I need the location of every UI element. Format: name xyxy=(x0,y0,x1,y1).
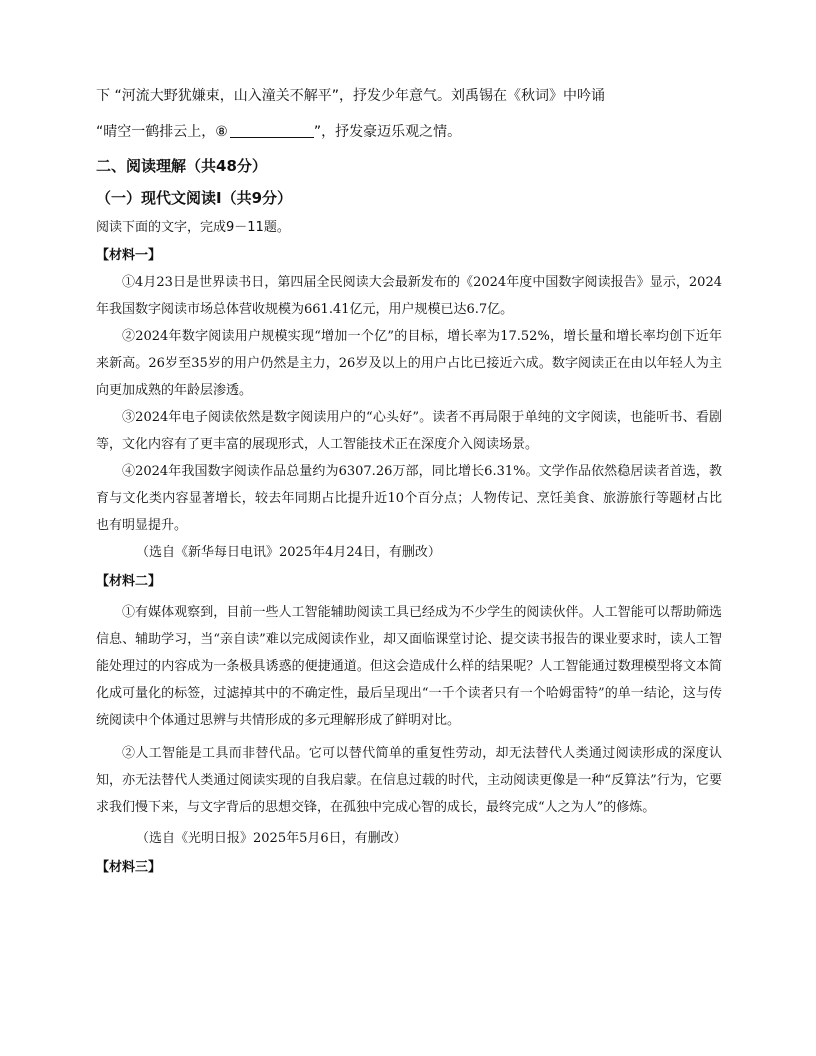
material-2-source: （选自《光明日报》2025年5月6日，有删改） xyxy=(136,831,407,846)
material-1-label: 【材料一】 xyxy=(96,248,162,263)
subsection-title: （一）现代文阅读Ⅰ（共9分） xyxy=(96,189,293,207)
material-2-paragraph-2: ②人工智能是工具而非替代品。它可以替代简单的重复性劳动，却无法替代人类通过阅读形成的深度认知，亦无法替代人类通过阅读实现的自我启蒙。在信息过载的时代，主动阅读更像是一种“反算法”行为，它要求我们慢下来，与文字背后的思想交锋，在孤独中完成心智的成长，最终完成“人之为人”的修炼。 xyxy=(96,746,722,815)
instruction: 阅读下面的文字，完成9－11题。 xyxy=(96,220,290,235)
material-2-label: 【材料二】 xyxy=(96,574,162,589)
material-1-paragraph-3: ③2024年电子阅读依然是数字阅读用户的“心头好”。读者不再局限于单纯的文字阅读，也能听书、看剧等，文化内容有了更丰富的展现形式，人工智能技术正在深度介入阅读场景。 xyxy=(96,410,722,452)
material-1-paragraph-1: ①4月23日是世界读书日，第四届全民阅读大会最新发布的《2024年度中国数字阅读报告》显示，2024年我国数字阅读市场总体营收规模为661.41亿元，用户规模已达6.7亿。 xyxy=(96,275,722,317)
material-2-paragraph-1: ①有媒体观察到，目前一些人工智能辅助阅读工具已经成为不少学生的阅读伙伴。人工智能可以帮助筛选信息、辅助学习，当“亲自读”难以完成阅读作业，却又面临课堂讨论、提交读书报告的课业要求时，读人工智能处理过的内容成为一条极具诱惑的便捷通道。但这会造成什么样的结果呢？人工智能通过数理模型将文本简化成可量化的标签，过滤掉其中的不确定性，最后呈现出“一千个读者只有一个哈姆雷特”的单一结论，这与传统阅读中个体通过思辨与共情形成的多元理解形成了鲜明对比。 xyxy=(96,605,722,728)
verse-line-2-start: “晴空一鹤排云上，⑧ xyxy=(96,124,228,140)
material-1-source: （选自《新华每日电讯》2025年4月24日，有删改） xyxy=(136,545,441,560)
verse-line-2 xyxy=(96,122,722,142)
verse-line-2-end: ”，抒发豪迈乐观之情。 xyxy=(313,124,462,140)
material-3-label: 【材料三】 xyxy=(96,860,162,875)
material-1-paragraph-4: ④2024年我国数字阅读作品总量约为6307.26万部，同比增长6.31%。文学作品依然稳居读者首选，教育与文化类内容显著增长，较去年同期占比提升近10个百分点；人物传记、烹饪美食、旅游旅行等题材占比也有明显提升。 xyxy=(96,464,722,533)
section-title: 二、阅读理解（共48分） xyxy=(96,157,267,175)
material-1-paragraph-2: ②2024年数字阅读用户规模实现“增加一个亿”的目标，增长率为17.52%，增长量和增长率均创下近年来新高。26岁至35岁的用户仍然是主力，26岁及以上的用户占比已接近六成。数字阅读正在由以年轻人为主向更加成熟的年龄层渗透。 xyxy=(96,329,722,398)
verse-line-1: 下 “河流大野犹嫌束，山入潼关不解平”，抒发少年意气。刘禹锡在《秋词》中吟诵 xyxy=(96,88,605,104)
document-page xyxy=(96,86,722,881)
answer-blank-8[interactable] xyxy=(230,123,314,138)
